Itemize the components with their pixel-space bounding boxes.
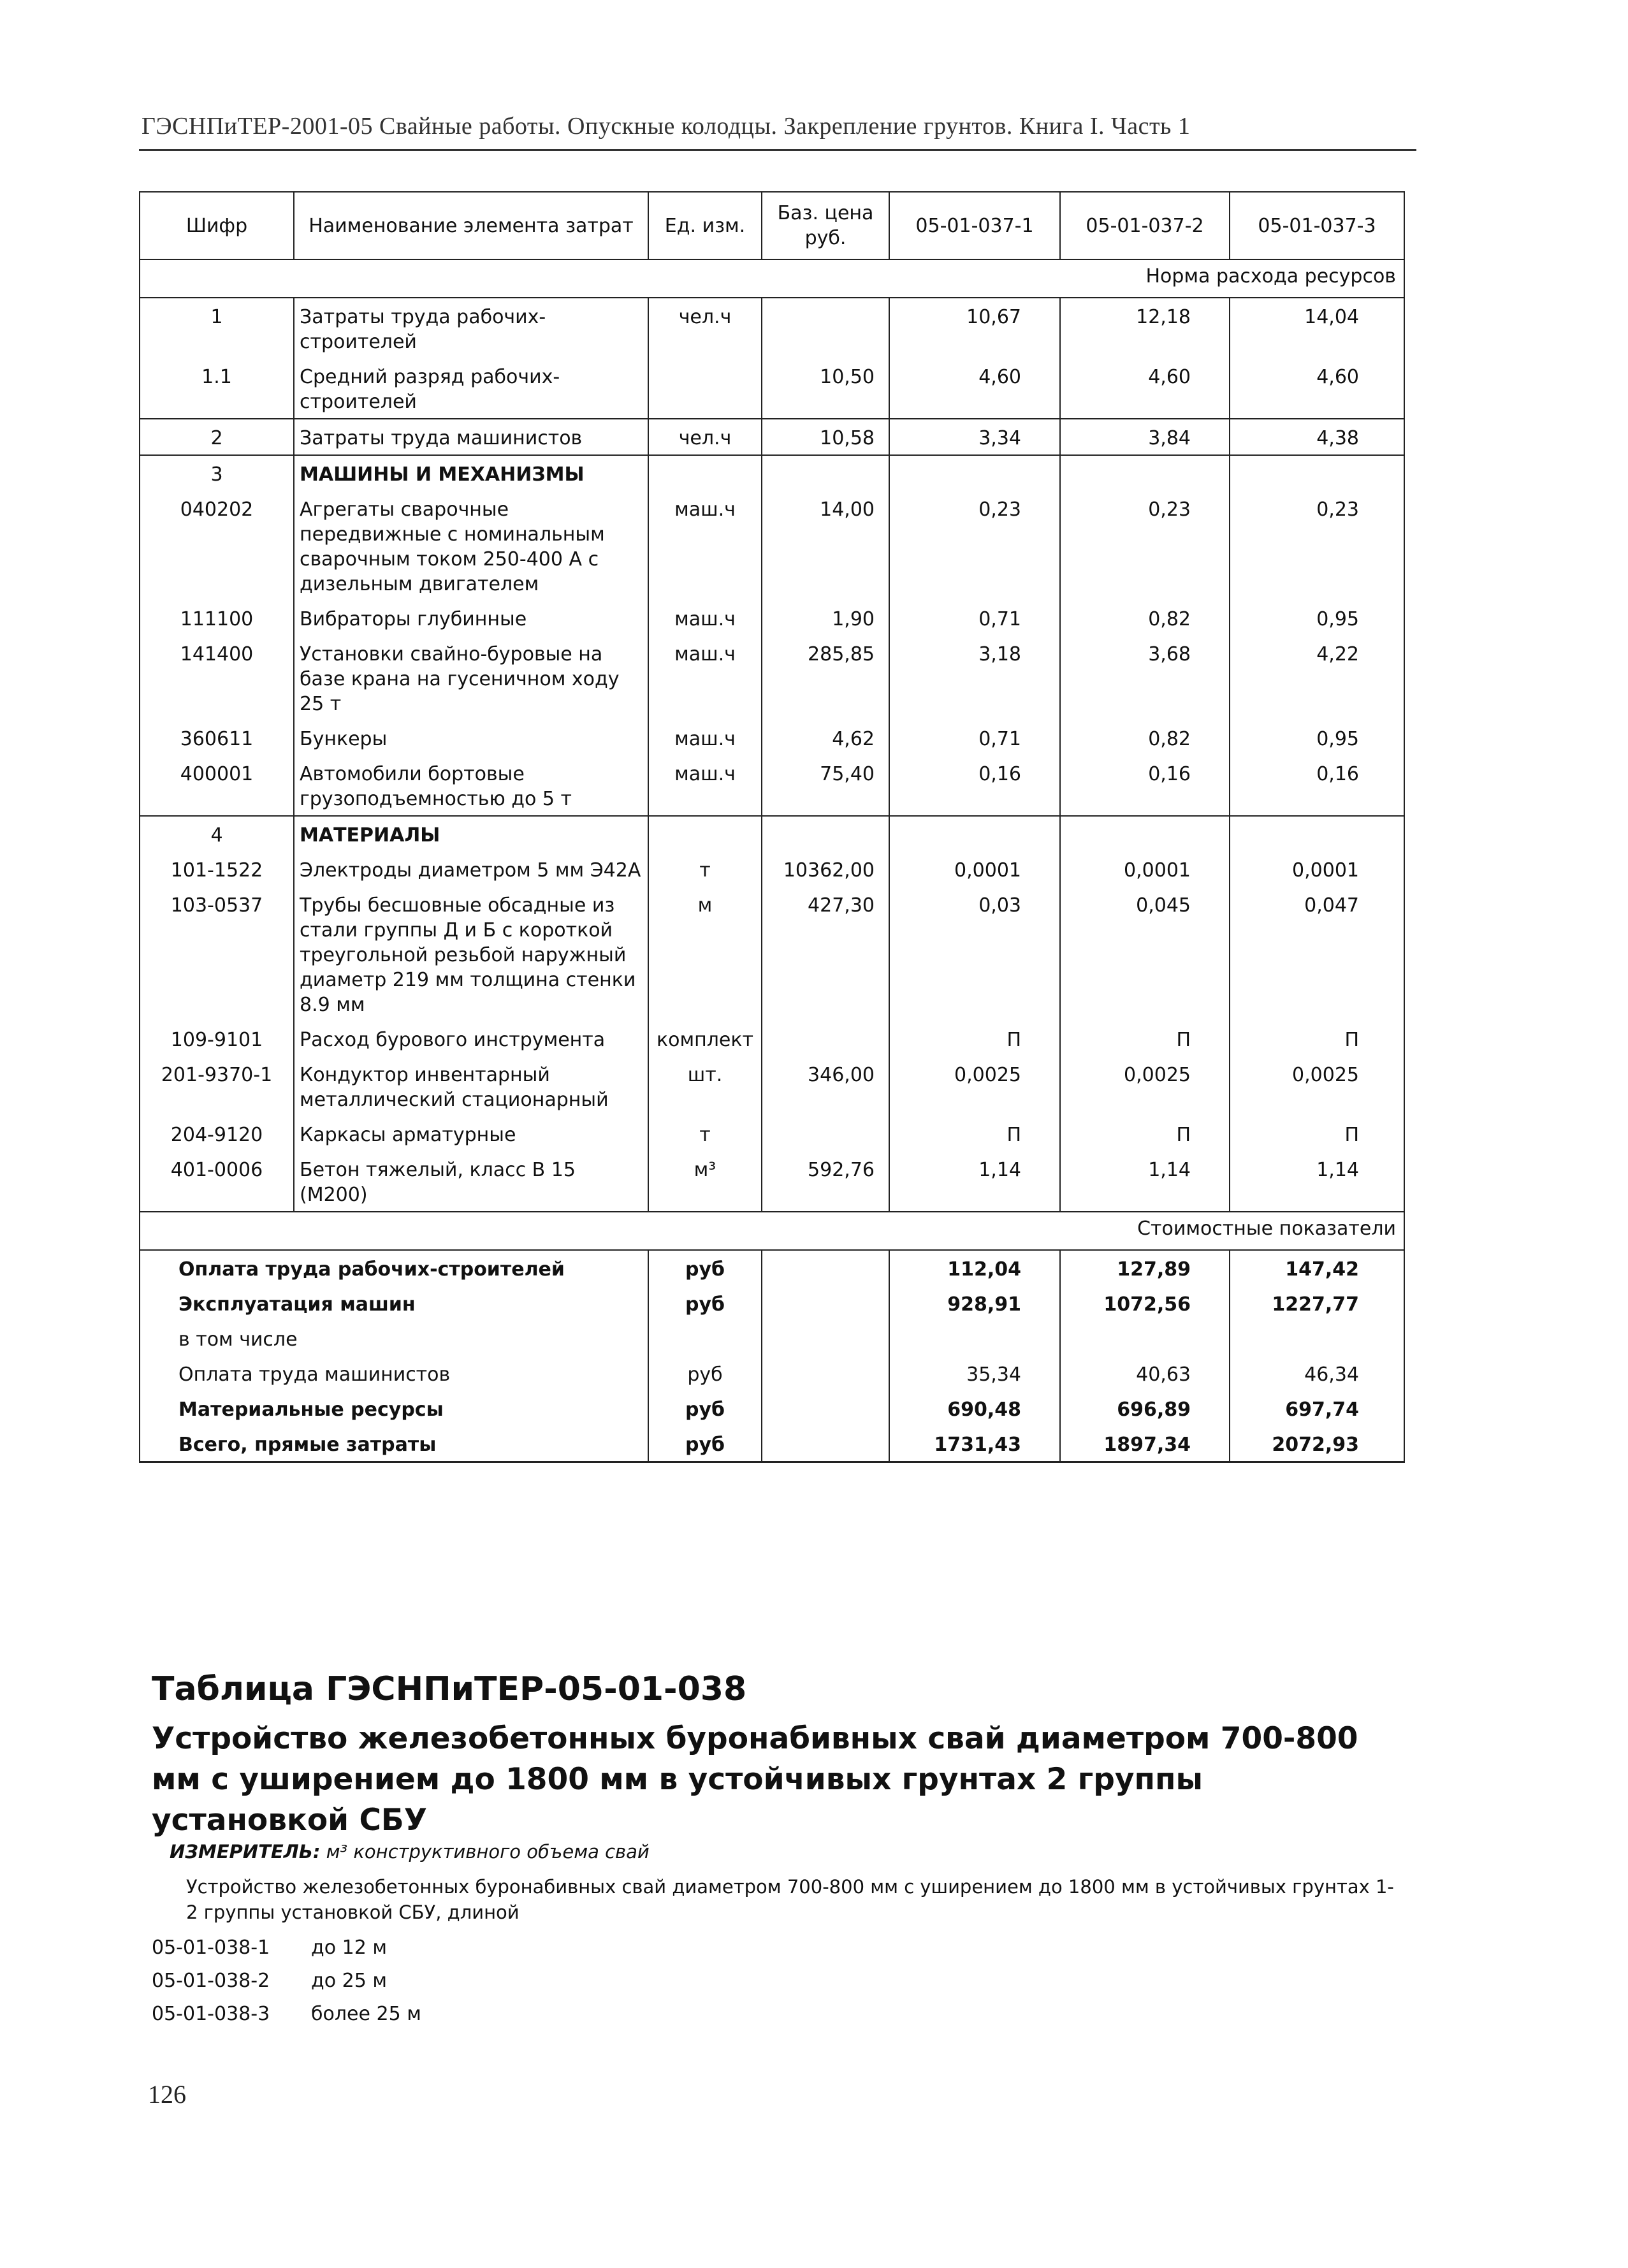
section-title: МАТЕРИАЛЫ	[294, 816, 648, 852]
table-row	[140, 298, 1404, 358]
row-name: Электроды диаметром 5 мм Э42А	[294, 852, 648, 887]
row-unit: шт.	[648, 1056, 762, 1116]
row-price: 592,76	[762, 1151, 889, 1212]
variant-text: до 25 м	[311, 1970, 387, 1992]
row-v1: 0,0001	[889, 852, 1060, 887]
row-v3: 0,95	[1230, 720, 1404, 755]
row-v3: П	[1230, 1021, 1404, 1056]
table-row	[140, 419, 1404, 455]
row-name: Бетон тяжелый, класс В 15 (М200)	[294, 1151, 648, 1212]
row-price: 1,90	[762, 600, 889, 636]
cost-row-label: Эксплуатация машин	[140, 1286, 648, 1321]
row-name: Трубы бесшовные обсадные из стали группы Д и Б с короткой треугольной резьбой наружный диаметр 219 мм толщина стенки 8.9 мм	[294, 887, 648, 1021]
section-code: 3	[140, 455, 294, 491]
col-header-v3: 05-01-037-3	[1230, 192, 1404, 259]
col-header-code: Шифр	[140, 192, 294, 259]
row-v3: 0,0001	[1230, 852, 1404, 887]
cost-row-v2: 696,89	[1060, 1391, 1230, 1426]
section-row	[140, 455, 1404, 491]
row-price: 14,00	[762, 491, 889, 600]
row-v1: 10,67	[889, 298, 1060, 358]
list-item	[152, 1998, 421, 2031]
row-v1: 3,34	[889, 419, 1060, 455]
row-v2: П	[1060, 1116, 1230, 1151]
row-name: Средний разряд рабочих-строителей	[294, 358, 648, 419]
row-code: 109-9101	[140, 1021, 294, 1056]
variant-code: 05-01-038-3	[152, 2003, 270, 2025]
cost-row-v3: 2072,93	[1230, 1426, 1404, 1462]
row-v2: 3,68	[1060, 636, 1230, 720]
cost-row-v3: 46,34	[1230, 1356, 1404, 1391]
row-name: Вибраторы глубинные	[294, 600, 648, 636]
row-v2: 12,18	[1060, 298, 1230, 358]
cost-row	[140, 1321, 1404, 1356]
row-code: 1	[140, 298, 294, 358]
cost-row-v1: 690,48	[889, 1391, 1060, 1426]
variant-list	[152, 1931, 421, 2031]
row-v1: 4,60	[889, 358, 1060, 419]
row-v3: П	[1230, 1116, 1404, 1151]
row-price: 427,30	[762, 887, 889, 1021]
variant-text: более 25 м	[311, 2003, 421, 2025]
cost-row-label: Всего, прямые затраты	[140, 1426, 648, 1462]
row-v2: 0,045	[1060, 887, 1230, 1021]
row-price: 285,85	[762, 636, 889, 720]
table-row	[140, 491, 1404, 600]
cost-label: Стоимостные показатели	[140, 1212, 1404, 1250]
row-v1: П	[889, 1116, 1060, 1151]
row-unit: чел.ч	[648, 419, 762, 455]
row-price: 10,50	[762, 358, 889, 419]
next-table-subtitle: Устройство железобетонных буронабивных свай диаметром 700-800 мм с уширением до 1800 мм в устойчивых грунтах 2 группы установкой СБУ	[152, 1721, 1358, 1838]
row-code: 201-9370-1	[140, 1056, 294, 1116]
row-v3: 4,38	[1230, 419, 1404, 455]
row-unit	[648, 358, 762, 419]
row-unit: т	[648, 852, 762, 887]
section-row	[140, 816, 1404, 852]
cost-row-v1: 1731,43	[889, 1426, 1060, 1462]
row-unit: м	[648, 887, 762, 1021]
row-unit: маш.ч	[648, 491, 762, 600]
row-name: Затраты труда рабочих-строителей	[294, 298, 648, 358]
row-code: 360611	[140, 720, 294, 755]
cost-row	[140, 1286, 1404, 1321]
row-name: Затраты труда машинистов	[294, 419, 648, 455]
row-v2: 0,23	[1060, 491, 1230, 600]
table-row	[140, 1021, 1404, 1056]
cost-row-v3: 147,42	[1230, 1250, 1404, 1286]
cost-row-v3	[1230, 1321, 1404, 1356]
section-title: МАШИНЫ И МЕХАНИЗМЫ	[294, 455, 648, 491]
row-v2: 3,84	[1060, 419, 1230, 455]
row-unit: т	[648, 1116, 762, 1151]
table-row	[140, 1151, 1404, 1212]
meter-line	[170, 1841, 650, 1863]
cost-row-v2: 40,63	[1060, 1356, 1230, 1391]
cost-row-v3: 697,74	[1230, 1391, 1404, 1426]
row-v3: 0,95	[1230, 600, 1404, 636]
row-code: 040202	[140, 491, 294, 600]
row-name: Каркасы арматурные	[294, 1116, 648, 1151]
cost-row-unit: руб	[648, 1250, 762, 1286]
cost-row-label: в том числе	[140, 1321, 648, 1356]
next-table-description: Устройство железобетонных буронабивных свай диаметром 700-800 мм с уширением до 1800 мм в устойчивых грунтах 1-2 группы установкой СБУ, длиной	[186, 1876, 1394, 1923]
cost-row-unit: руб	[648, 1426, 762, 1462]
row-unit: чел.ч	[648, 298, 762, 358]
col-header-name: Наименование элемента затрат	[294, 192, 648, 259]
row-v3: 4,22	[1230, 636, 1404, 720]
cost-row-v1: 112,04	[889, 1250, 1060, 1286]
variant-code: 05-01-038-1	[152, 1937, 270, 1959]
row-price: 4,62	[762, 720, 889, 755]
row-code: 103-0537	[140, 887, 294, 1021]
row-v1: 0,23	[889, 491, 1060, 600]
cost-row-unit: руб	[648, 1356, 762, 1391]
row-v3: 0,23	[1230, 491, 1404, 600]
row-code: 141400	[140, 636, 294, 720]
row-code: 204-9120	[140, 1116, 294, 1151]
row-unit: м³	[648, 1151, 762, 1212]
row-v2: 0,0025	[1060, 1056, 1230, 1116]
cost-row-v3: 1227,77	[1230, 1286, 1404, 1321]
row-v1: 0,0025	[889, 1056, 1060, 1116]
resource-table	[139, 191, 1405, 1463]
row-name: Бункеры	[294, 720, 648, 755]
cost-row-unit: руб	[648, 1391, 762, 1426]
row-v2: 0,82	[1060, 720, 1230, 755]
list-item	[152, 1965, 421, 1998]
row-v3: 0,047	[1230, 887, 1404, 1021]
row-price: 346,00	[762, 1056, 889, 1116]
table-row	[140, 1116, 1404, 1151]
row-v2: 0,16	[1060, 755, 1230, 816]
row-name: Автомобили бортовые грузоподъемностью до 5 т	[294, 755, 648, 816]
row-unit: маш.ч	[648, 755, 762, 816]
list-item	[152, 1931, 421, 1965]
row-price	[762, 1116, 889, 1151]
row-name: Установки свайно-буровые на базе крана на гусеничном ходу 25 т	[294, 636, 648, 720]
row-unit: маш.ч	[648, 600, 762, 636]
row-v2: П	[1060, 1021, 1230, 1056]
row-code: 401-0006	[140, 1151, 294, 1212]
row-v1: 0,71	[889, 600, 1060, 636]
section-code: 4	[140, 816, 294, 852]
table-header-row	[140, 192, 1404, 259]
row-v1: 3,18	[889, 636, 1060, 720]
col-header-v1: 05-01-037-1	[889, 192, 1060, 259]
norm-label: Норма расхода ресурсов	[140, 259, 1404, 298]
row-price: 10362,00	[762, 852, 889, 887]
row-v1: 0,16	[889, 755, 1060, 816]
row-code: 1.1	[140, 358, 294, 419]
col-header-price: Баз. цена руб.	[762, 192, 889, 259]
cost-row-v1: 928,91	[889, 1286, 1060, 1321]
table-row	[140, 887, 1404, 1021]
row-v1: П	[889, 1021, 1060, 1056]
table-row	[140, 720, 1404, 755]
row-name: Кондуктор инвентарный металлический стационарный	[294, 1056, 648, 1116]
row-v3: 0,16	[1230, 755, 1404, 816]
table-row	[140, 852, 1404, 887]
norm-label-row	[140, 259, 1404, 298]
row-v1: 0,03	[889, 887, 1060, 1021]
row-v1: 0,71	[889, 720, 1060, 755]
cost-row-unit: руб	[648, 1286, 762, 1321]
cost-row	[140, 1391, 1404, 1426]
col-header-v2: 05-01-037-2	[1060, 192, 1230, 259]
row-v3: 1,14	[1230, 1151, 1404, 1212]
table-row	[140, 755, 1404, 816]
cost-row	[140, 1356, 1404, 1391]
row-name: Агрегаты сварочные передвижные с номинальным сварочным током 250-400 А с дизельным двигателем	[294, 491, 648, 600]
row-v2: 1,14	[1060, 1151, 1230, 1212]
cost-row-v1: 35,34	[889, 1356, 1060, 1391]
cost-row-label: Материальные ресурсы	[140, 1391, 648, 1426]
table-row	[140, 358, 1404, 419]
next-table-title: Таблица ГЭСНПиТЕР-05-01-038	[152, 1670, 747, 1708]
row-unit: маш.ч	[648, 720, 762, 755]
row-unit: маш.ч	[648, 636, 762, 720]
row-v2: 0,0001	[1060, 852, 1230, 887]
cost-row	[140, 1426, 1404, 1462]
cost-row	[140, 1250, 1404, 1286]
row-v3: 14,04	[1230, 298, 1404, 358]
cost-row-label: Оплата труда рабочих-строителей	[140, 1250, 648, 1286]
row-code: 2	[140, 419, 294, 455]
row-price: 75,40	[762, 755, 889, 816]
meter-value: м³ конструктивного объема свай	[326, 1841, 650, 1863]
row-v3: 4,60	[1230, 358, 1404, 419]
row-price	[762, 298, 889, 358]
row-price: 10,58	[762, 419, 889, 455]
row-code: 111100	[140, 600, 294, 636]
row-v2: 0,82	[1060, 600, 1230, 636]
table-row	[140, 600, 1404, 636]
table-row	[140, 1056, 1404, 1116]
variant-text: до 12 м	[311, 1937, 387, 1959]
row-unit: комплект	[648, 1021, 762, 1056]
cost-row-v2: 1072,56	[1060, 1286, 1230, 1321]
row-v3: 0,0025	[1230, 1056, 1404, 1116]
cost-label-row	[140, 1212, 1404, 1250]
table-row	[140, 636, 1404, 720]
row-price	[762, 1021, 889, 1056]
row-v1: 1,14	[889, 1151, 1060, 1212]
row-v2: 4,60	[1060, 358, 1230, 419]
cost-row-v2	[1060, 1321, 1230, 1356]
col-header-unit: Ед. изм.	[648, 192, 762, 259]
cost-row-unit	[648, 1321, 762, 1356]
cost-row-label: Оплата труда машинистов	[140, 1356, 648, 1391]
cost-row-v1	[889, 1321, 1060, 1356]
header-rule	[139, 149, 1416, 151]
page-number: 126	[148, 2080, 186, 2109]
cost-row-v2: 127,89	[1060, 1250, 1230, 1286]
row-name: Расход бурового инструмента	[294, 1021, 648, 1056]
meter-label: ИЗМЕРИТЕЛЬ:	[170, 1841, 321, 1863]
running-header: ГЭСНПиТЕР-2001-05 Свайные работы. Опускные колодцы. Закрепление грунтов. Книга I. Часть 1	[142, 113, 1191, 140]
row-code: 101-1522	[140, 852, 294, 887]
variant-code: 05-01-038-2	[152, 1970, 270, 1992]
cost-row-v2: 1897,34	[1060, 1426, 1230, 1462]
row-code: 400001	[140, 755, 294, 816]
